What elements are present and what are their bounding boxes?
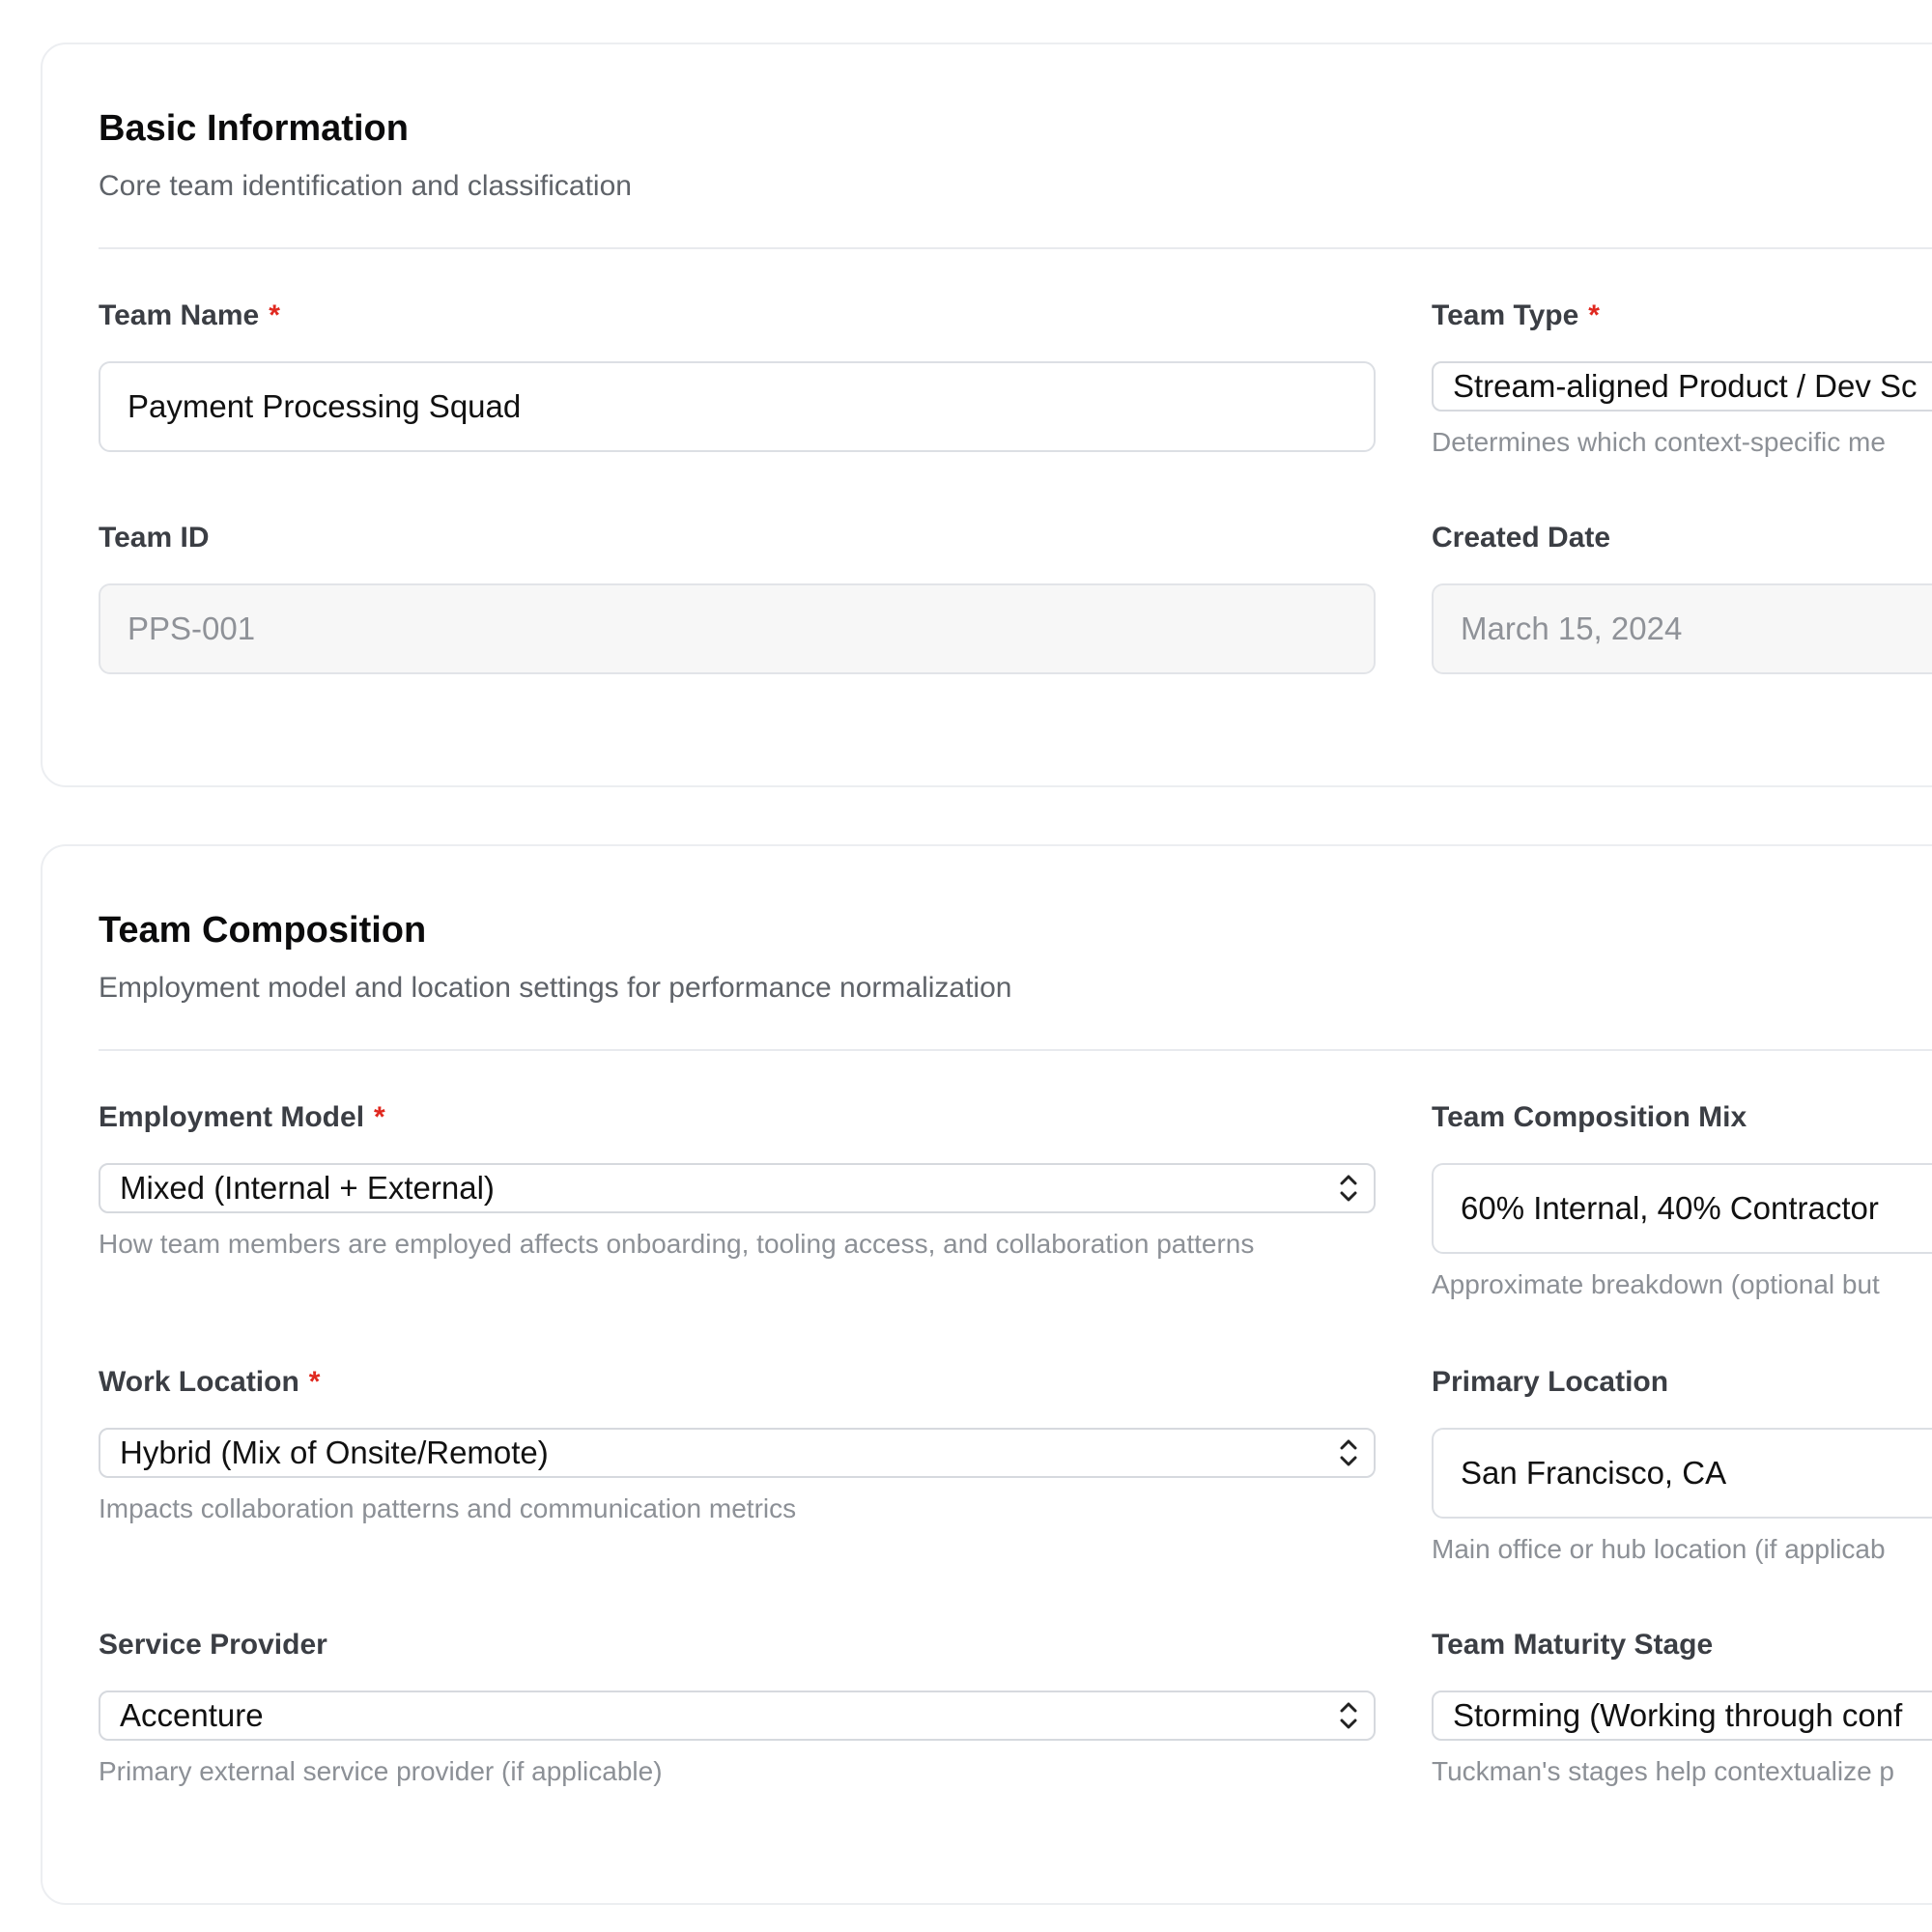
section-divider	[99, 1049, 1932, 1051]
created-date-label: Created Date	[1432, 522, 1611, 554]
section-title: Team Composition	[99, 910, 427, 951]
required-indicator: *	[1588, 299, 1600, 331]
chevron-up-down-icon	[1337, 1434, 1360, 1472]
employment-model-help: How team members are employed affects onboarding, tooling access, and collaboration patterns	[99, 1229, 1255, 1259]
composition-mix-help: Approximate breakdown (optional but	[1432, 1269, 1880, 1299]
team-composition-card	[41, 844, 1932, 1905]
section-subtitle: Core team identification and classification	[99, 170, 632, 202]
team-name-input[interactable]	[99, 361, 1376, 452]
service-provider-help: Primary external service provider (if applicable)	[99, 1756, 663, 1786]
work-location-help: Impacts collaboration patterns and communication metrics	[99, 1493, 797, 1523]
employment-model-label	[99, 1101, 385, 1134]
team-type-select[interactable]	[1432, 361, 1932, 412]
team-type-help: Determines which context-specific me	[1432, 427, 1886, 457]
team-id-label: Team ID	[99, 522, 210, 554]
team-type-label-text: Team Type	[1432, 299, 1579, 331]
chevron-up-down-icon	[1337, 1696, 1360, 1735]
service-provider-select[interactable]	[99, 1690, 1376, 1741]
employment-model-select[interactable]	[99, 1163, 1376, 1213]
section-title: Basic Information	[99, 108, 409, 149]
service-provider-selected-value: Accenture	[120, 1697, 264, 1733]
team-type-label	[1432, 299, 1600, 332]
work-location-selected-value: Hybrid (Mix of Onsite/Remote)	[120, 1435, 549, 1470]
maturity-stage-selected-value: Storming (Working through conf	[1453, 1697, 1903, 1733]
work-location-label	[99, 1366, 320, 1399]
team-type-selected-value: Stream-aligned Product / Dev Sc	[1453, 368, 1918, 404]
maturity-stage-select[interactable]	[1432, 1690, 1932, 1741]
maturity-stage-label: Team Maturity Stage	[1432, 1629, 1714, 1661]
section-subtitle: Employment model and location settings for performance normalization	[99, 972, 1012, 1004]
required-indicator: *	[374, 1101, 385, 1133]
work-location-label-text: Work Location	[99, 1366, 299, 1398]
primary-location-help: Main office or hub location (if applicab	[1432, 1534, 1886, 1564]
primary-location-input[interactable]	[1432, 1428, 1932, 1519]
work-location-select[interactable]	[99, 1428, 1376, 1478]
chevron-up-down-icon	[1337, 1169, 1360, 1208]
employment-model-selected-value: Mixed (Internal + External)	[120, 1170, 495, 1206]
composition-mix-input[interactable]	[1432, 1163, 1932, 1254]
maturity-stage-help: Tuckman's stages help contextualize p	[1432, 1756, 1895, 1786]
created-date-input	[1432, 583, 1932, 674]
team-name-label	[99, 299, 280, 332]
section-divider	[99, 247, 1932, 249]
composition-mix-label: Team Composition Mix	[1432, 1101, 1747, 1133]
required-indicator: *	[269, 299, 280, 331]
service-provider-label: Service Provider	[99, 1629, 327, 1661]
team-name-label-text: Team Name	[99, 299, 260, 331]
required-indicator: *	[308, 1366, 321, 1398]
basic-information-card	[41, 43, 1932, 787]
primary-location-label: Primary Location	[1432, 1366, 1669, 1398]
team-id-input	[99, 583, 1376, 674]
employment-model-label-text: Employment Model	[99, 1101, 365, 1133]
